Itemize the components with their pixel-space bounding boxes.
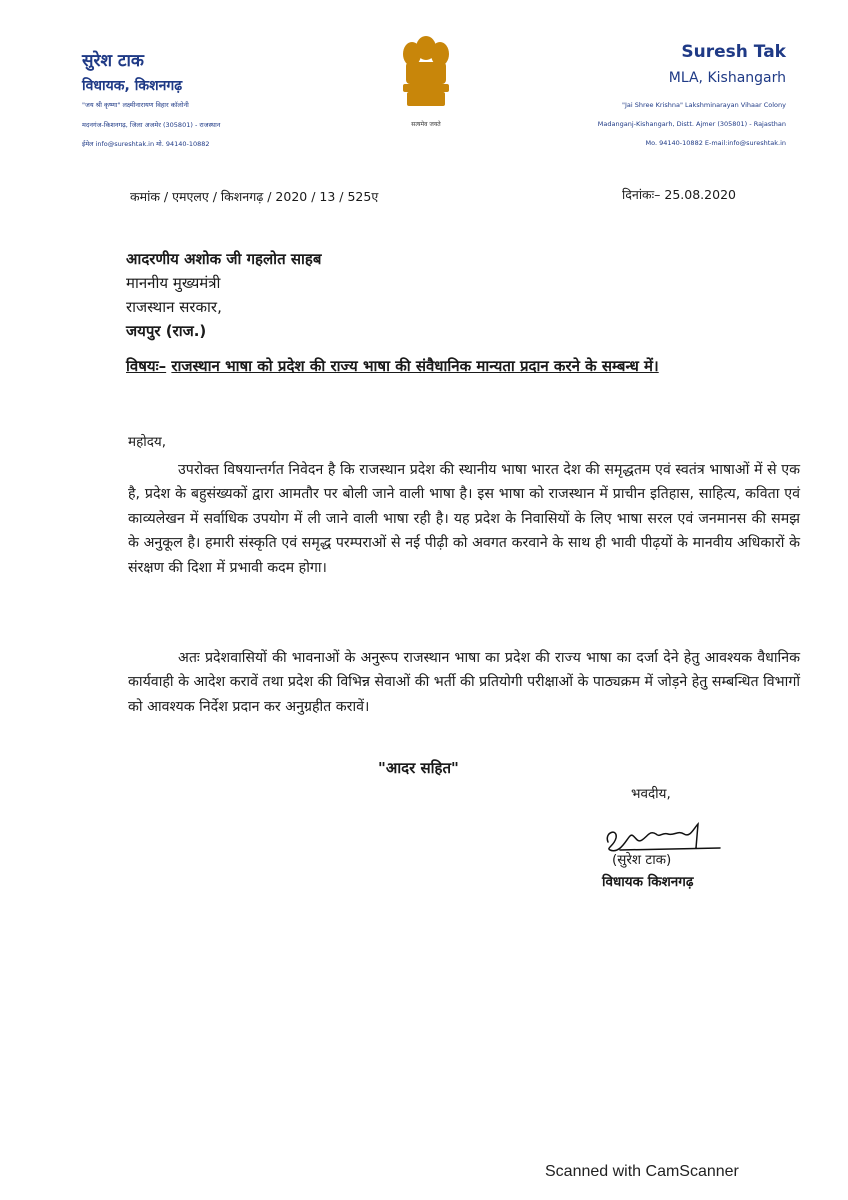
recipient-name: आदरणीय अशोक जी गहलोत साहब (126, 250, 322, 268)
salutation: महोदय, (128, 434, 167, 450)
body-paragraph-2: अतः प्रदेशवासियों की भावनाओं के अनुरूप राजस्थान भाषा का प्रदेश की राज्य भाषा का दर्जा देने हेतु आवश्यक वैधानिक कार्यवाही के आदेश करावें तथा प्रदेश की विभिन्न सेवाओं की भर्ती की प्रतियोगी परीक्षाओं के पाठ्यक्रम में जोड़ने हेतु सम्बन्धित विभागों को आवश्यक निर्देश प्रदान कर अनुग्रहीत करावें। (128, 650, 800, 715)
recipient-city: जयपुर (राज.) (126, 322, 207, 340)
reference-number: कमांक / एमएलए / किशनगढ़ / 2020 / 13 / 525ए (130, 189, 379, 204)
letterhead-address-hindi-2: मदनगंज-किशनगढ़, जिला अजमेर (305801) - राजस्थान (82, 121, 221, 129)
closing-phrase: "आदर सहित" (378, 759, 459, 777)
letterhead-name-english: Suresh Tak (681, 42, 786, 62)
letterhead-address-english-1: "Jai Shree Krishna" Lakshminarayan Vihaar Colony (622, 101, 786, 109)
camscanner-watermark: Scanned with CamScanner (545, 1163, 739, 1180)
national-emblem-icon (397, 30, 455, 118)
signer-title: विधायक किशनगढ़ (602, 874, 694, 890)
letterhead-address-hindi-1: "जय श्री कृष्णा" लक्ष्मीनारायण विहार कॉलोनी (82, 101, 189, 109)
signer-name: (सुरेश टाक) (612, 852, 672, 868)
letterhead-address-english-2: Madanganj-Kishangarh, Distt. Ajmer (305801) - Rajasthan (597, 120, 786, 128)
letterhead-contact-english: Mo. 94140-10882 E-mail:info@sureshtak.in (645, 139, 786, 147)
body-paragraph-1: उपरोक्त विषयान्तर्गत निवेदन है कि राजस्थान प्रदेश की स्थानीय भाषा भारत देश की समृद्धतम एवं स्वतंत्र भाषाओं में से एक है, प्रदेश के बहुसंख्यकों द्वारा आमतौर पर बोली जाने वाली भाषा है। इस भाषा को राजस्थान में प्राचीन इतिहास, साहित्य, कविता एवं काव्यलेखन में सर्वाधिक उपयोग में ली जाने वाली भाषा रही है। यह प्रदेश के निवासियों के लिए भाषा सरल एवं जनमानस की समझ के अनुकूल है। हमारी संस्कृति एवं समृद्ध परम्पराओं से नई पीढ़ी को अवगत करवाने के साथ ही भावी पीढ़यों के मानवीय अधिकारों के संरक्षण की दिशा में प्रभावी कदम होगा। (128, 462, 800, 576)
emblem-caption: सत्यमेव जयते (411, 121, 441, 128)
subject-label: विषयः– (126, 357, 167, 375)
letterhead-name-hindi: सुरेश टाक (82, 51, 144, 71)
letterhead-title-english: MLA, Kishangarh (668, 70, 786, 86)
letter-date: दिनांकः– 25.08.2020 (622, 187, 736, 202)
subject-line (126, 353, 766, 379)
subject-text: राजस्थान भाषा को प्रदेश की राज्य भाषा की संवैधानिक मान्यता प्रदान करने के सम्बन्ध में। (171, 357, 659, 375)
valediction: भवदीय, (631, 786, 671, 802)
recipient-designation: माननीय मुख्यमंत्री (126, 274, 221, 292)
recipient-government: राजस्थान सरकार, (126, 298, 222, 316)
letterhead-title-hindi: विधायक, किशनगढ़ (82, 78, 183, 94)
letterhead-contact-hindi: ईमेल info@sureshtak.in मो. 94140-10882 (82, 140, 210, 148)
